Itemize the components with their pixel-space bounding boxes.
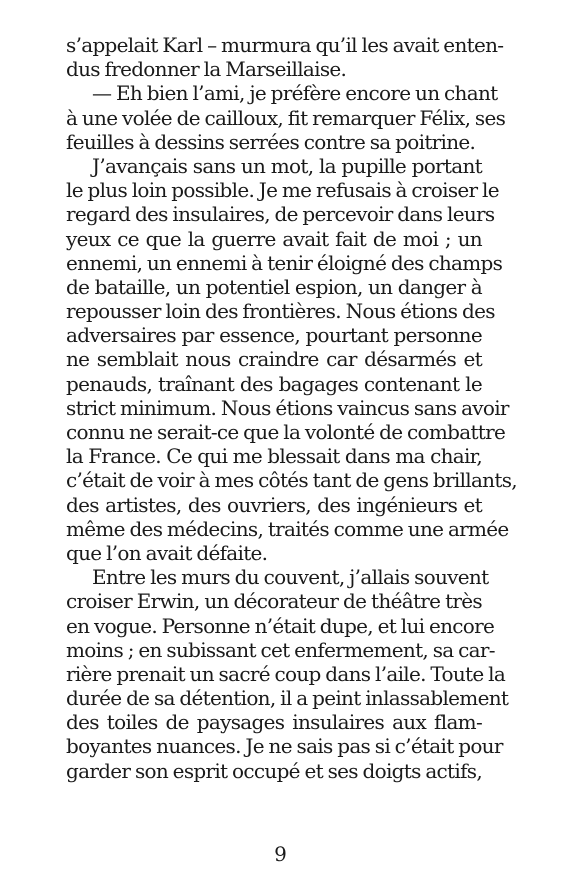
text-line: Entre les murs du couvent, j’allais souvent [92,565,489,590]
text-line: dus fredonner la Marseillaise. [66,57,347,82]
text-line: moins ; en subissant cet enfermement, sa car- [66,637,495,662]
text-line: la France. Ce qui me blessait dans ma chair, [66,444,482,469]
text-line: le plus loin possible. Je me refusais à croiser le [66,178,499,203]
text-line: durée de sa détention, il a peint inlassablement [66,686,509,711]
text-line: regard des insulaires, de percevoir dans leurs [66,202,495,227]
text-line: — Eh bien l’ami, je préfère encore un chant [92,81,498,106]
text-line: de bataille, un potentiel espion, un danger à [66,274,482,299]
text-line: que l’on avait défaite. [66,540,268,565]
body-text [66,33,517,783]
text-line: croiser Erwin, un décorateur de théâtre très [66,589,482,614]
text-line: feuilles à dessins serrées contre sa poitrine. [66,129,476,154]
text-line: ne semblait nous craindre car désarmés et [66,347,482,372]
text-line: en vogue. Personne n’était dupe, et lui encore [66,613,495,638]
text-line: yeux ce que la guerre avait fait de moi ; un [66,226,482,251]
text-line: garder son esprit occupé et ses doigts actifs, [66,758,482,783]
text-line: adversaires par essence, pourtant personne [66,323,482,348]
text-line: J’avançais sans un mot, la pupille portant [92,153,482,178]
text-line: c’était de voir à mes côtés tant de gens brillants, [66,468,517,493]
text-line: même des médecins, traités comme une armée [66,516,509,541]
text-line: connu ne serait-ce que la volonté de combattre [66,420,506,444]
text-line: s’appelait Karl – murmura qu’il les avait enten- [66,33,504,57]
page-number: 9 [274,842,287,866]
text-line: à une volée de cailloux, fit remarquer Félix, ses [66,105,506,130]
text-line: penauds, traînant des bagages contenant le [66,371,482,396]
text-line: des toiles de paysages insulaires aux flam- [66,710,482,735]
text-line: repousser loin des frontières. Nous étions des [66,299,495,324]
text-line: ennemi, un ennemi à tenir éloigné des champs [66,250,503,275]
text-line: des artistes, des ouvriers, des ingénieurs et [66,492,482,517]
text-line: rière prenait un sacré coup dans l’aile. Toute la [66,661,506,686]
text-line: boyantes nuances. Je ne sais pas si c’était pour [66,734,503,759]
text-line: strict minimum. Nous étions vaincus sans avoir [66,395,509,420]
